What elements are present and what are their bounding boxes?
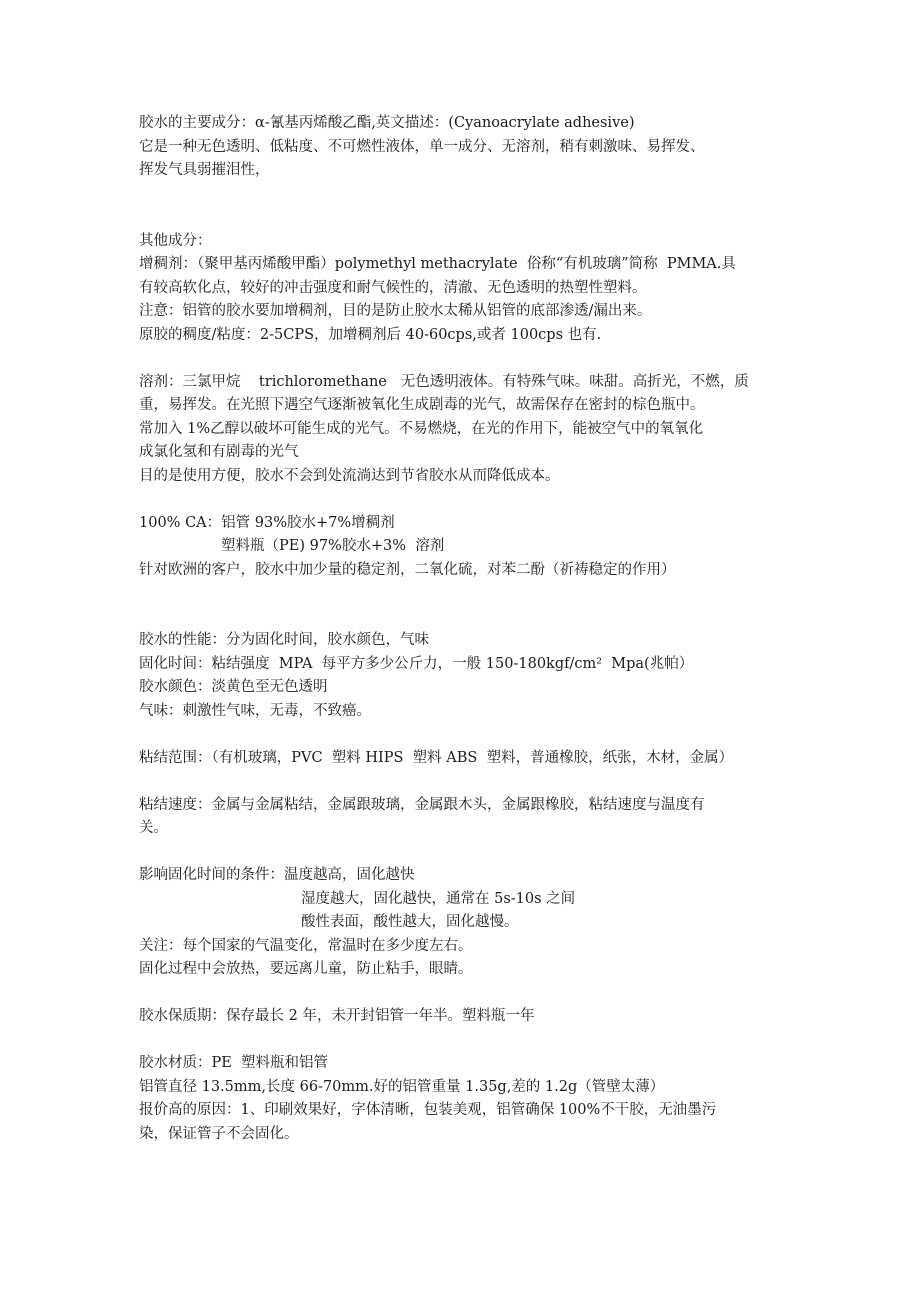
solvent-line: 溶剂：三氯甲烷 trichloromethane 无色透明液体。有特殊气味。味甜。高折光，不燃，质 [139, 373, 749, 390]
pricing-reason-line: 报价高的原因：1、印刷效果好，字体清晰，包装美观，铝管确保 100%不干胶，无油墨污 [139, 1102, 717, 1118]
description-line: 它是一种无色透明、低粘度、不可燃性液体，单一成分、无溶剂，稍有刺激味、易挥发、 [139, 138, 705, 155]
spacer [139, 488, 799, 512]
curing-time-line: 固化时间：粘结强度 MPA 每平方多少公斤力，一般 150-180kgf/cm² Mpa(兆帕） [139, 655, 694, 672]
section-bonding-range [139, 747, 799, 771]
ca-aluminum-tube-line: 100% CA：铝管 93%胶水+7%增稠剂 [139, 514, 395, 531]
spacer [139, 347, 799, 371]
spacer [139, 723, 799, 747]
solvent-line: 常加入 1%乙醇以破坏可能生成的光气。不易燃烧，在光的作用下，能被空气中的氧氧化 [139, 420, 704, 437]
color-line: 胶水颜色：淡黄色至无色透明 [139, 679, 328, 695]
attention-line: 关注：每个国家的气温变化，常温时在多少度左右。 [139, 937, 473, 954]
spacer [139, 1029, 799, 1053]
spacer [139, 770, 799, 794]
material-line: 胶水材质：PE 塑料瓶和铝管 [139, 1055, 329, 1071]
bonding-speed-line: 关。 [139, 820, 168, 836]
section-main-ingredient [139, 112, 799, 183]
section-ca-composition [139, 512, 799, 583]
thickener-line: 增稠剂：（聚甲基丙烯酸甲酯）polymethyl methacrylate 俗称“有机玻璃”简称 PMMA.具 [139, 256, 736, 272]
bonding-range-line: 粘结范围：（有机玻璃，PVC 塑料 HIPS 塑料 ABS 塑料，普通橡胶，纸张，木材，金属） [139, 749, 734, 766]
section-shelf-life [139, 1005, 799, 1029]
spacer [139, 183, 799, 230]
purpose-line: 目的是使用方便，胶水不会到处流淌达到节省胶水从而降低成本。 [139, 467, 560, 484]
description-line: 挥发气具弱摧泪性， [139, 162, 270, 178]
bonding-speed-line: 粘结速度：金属与金属粘结，金属跟玻璃，金属跟木头，金属跟橡胶，粘结速度与温度有 [139, 796, 705, 813]
note-line: 注意：铝管的胶水要加增稠剂，目的是防止胶水太稀从铝管的底部渗透/漏出来。 [139, 303, 652, 319]
shelf-life-line: 胶水保质期：保存最长 2 年，未开封铝管一年半。塑料瓶一年 [139, 1008, 535, 1024]
tube-spec-line: 铝管直径 13.5mm,长度 66-70mm.好的铝管重量 1.35g,差的 1.2g（管壁太薄） [139, 1078, 665, 1095]
viscosity-line: 原胶的稠度/粘度：2-5CPS，加增稠剂后 40-60cps,或者 100cps 也有. [139, 326, 602, 343]
section-performance [139, 629, 799, 723]
section-heading: 其他成分： [139, 232, 212, 249]
section-material [139, 1052, 799, 1146]
safety-line: 固化过程中会放热，要远离儿童，防止粘手，眼睛。 [139, 961, 473, 977]
spacer [139, 582, 799, 629]
odor-line: 气味：刺激性气味，无毒，不致癌。 [139, 702, 371, 719]
ca-plastic-bottle-line: 塑料瓶（PE) 97%胶水+3% 溶剂 [221, 538, 445, 554]
performance-heading: 胶水的性能：分为固化时间，胶水颜色，气味 [139, 632, 429, 648]
section-other-ingredients [139, 230, 799, 348]
section-curing-conditions [139, 864, 799, 982]
section-bonding-speed [139, 794, 799, 841]
solvent-line: 成氯化氢和有剧毒的光气 [139, 444, 299, 460]
condition-temperature-line: 影响固化时间的条件：温度越高，固化越快 [139, 867, 415, 883]
condition-humidity-line: 湿度越大，固化越快，通常在 5s-10s 之间 [301, 890, 576, 907]
condition-acidity-line: 酸性表面，酸性越大，固化越慢。 [301, 914, 519, 930]
spacer [139, 841, 799, 865]
main-ingredient-line: 胶水的主要成分：α-氰基丙烯酸乙酯,英文描述：(Cyanoacrylate adhesive) [139, 115, 635, 131]
pricing-reason-line: 染，保证管子不会固化。 [139, 1125, 299, 1142]
solvent-line: 重，易挥发。在光照下遇空气逐渐被氧化生成剧毒的光气，故需保存在密封的棕色瓶中。 [139, 397, 705, 413]
document-body [139, 112, 799, 1146]
europe-stabilizer-line: 针对欧洲的客户，胶水中加少量的稳定剂，二氧化硫，对苯二酚（祈祷稳定的作用） [139, 561, 676, 578]
spacer [139, 982, 799, 1006]
thickener-line: 有较高软化点，较好的冲击强度和耐气候性的，清澈、无色透明的热塑性塑料。 [139, 279, 647, 296]
section-solvent [139, 371, 799, 489]
